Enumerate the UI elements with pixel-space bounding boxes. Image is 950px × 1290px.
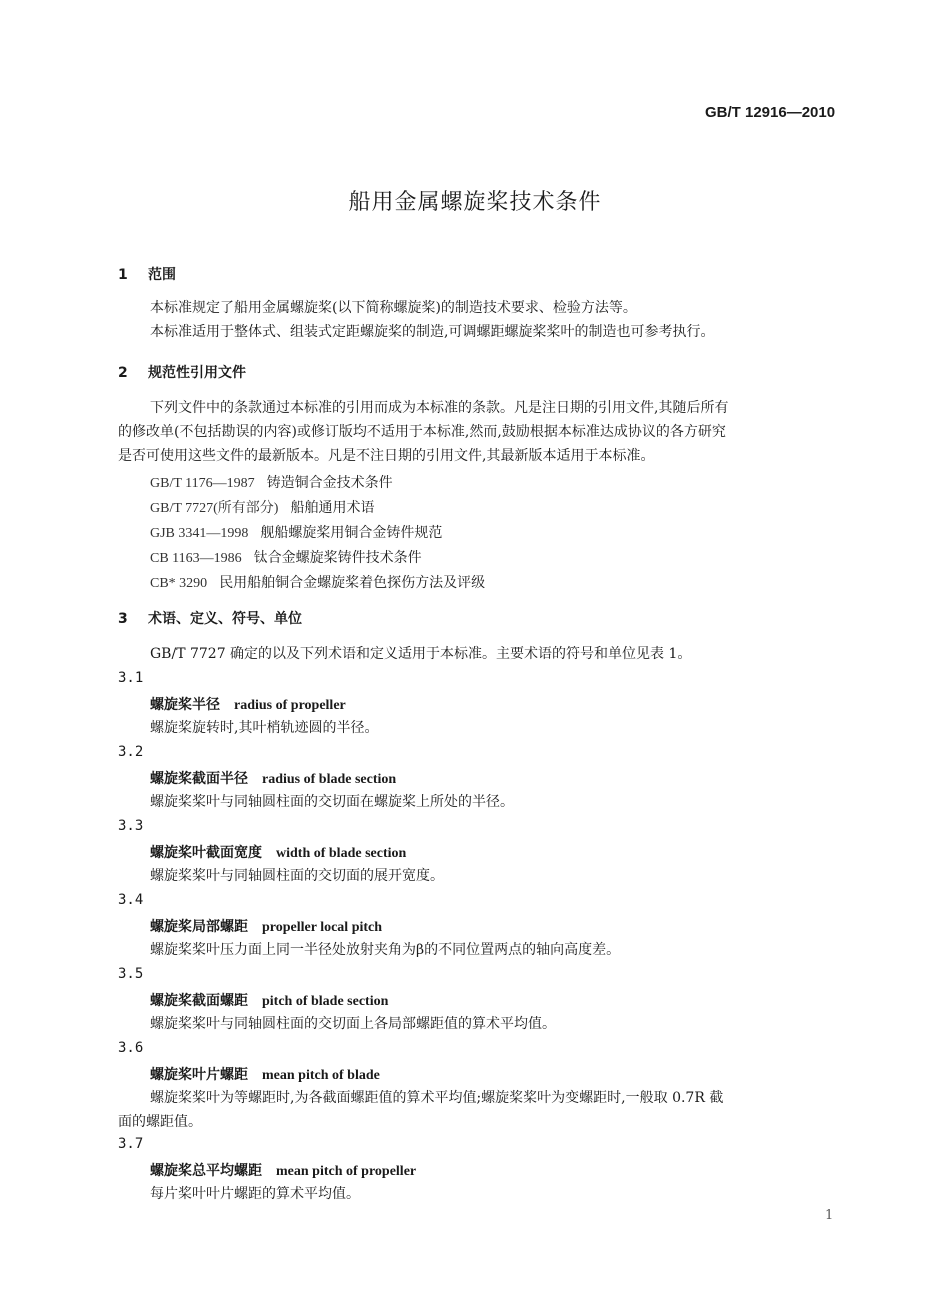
section-1-heading [118,264,176,284]
term-number: 3.2 [118,744,144,760]
reference-item [150,547,422,567]
term-number: 3.7 [118,1136,144,1152]
paragraph: 本标准规定了船用金属螺旋桨(以下简称螺旋桨)的制造技术要求、检验方法等。 [150,300,637,316]
term-zh: 螺旋桨叶截面宽度 [150,845,262,861]
term-heading [150,842,406,862]
term-definition: 螺旋桨桨叶与同轴圆柱面的交切面上各局部螺距值的算术平均值。 [150,1016,556,1032]
term-en: pitch of blade section [262,994,389,1009]
term-number: 3.5 [118,966,144,982]
term-zh: 螺旋桨叶片螺距 [150,1067,248,1083]
term-en: propeller local pitch [262,920,383,935]
paragraph: GB/T 7727 确定的以及下列术语和定义适用于本标准。主要术语的符号和单位见表 1。 [150,646,692,662]
reference-item [150,472,393,492]
term-zh: 螺旋桨截面螺距 [150,993,248,1009]
term-zh: 螺旋桨总平均螺距 [150,1163,262,1179]
term-zh: 螺旋桨截面半径 [150,771,248,787]
term-number: 3.1 [118,670,144,686]
section-number: 3 [118,611,128,627]
term-en: width of blade section [276,846,407,861]
reference-item [150,572,485,592]
term-definition: 每片桨叶叶片螺距的算术平均值。 [150,1186,360,1202]
paragraph-line: 的修改单(不包括勘误的内容)或修订版均不适用于本标准,然而,鼓励根据本标准达成协议的各方研究 [118,424,726,440]
paragraph-line: 是否可使用这些文件的最新版本。凡是不注日期的引用文件,其最新版本适用于本标准。 [118,448,655,464]
reference-code: GJB 3341—1998 [150,526,249,541]
term-en: mean pitch of blade [262,1068,380,1083]
term-heading [150,1160,416,1180]
section-number: 2 [118,365,128,381]
paragraph-line: 下列文件中的条款通过本标准的引用而成为本标准的条款。凡是注日期的引用文件,其随后所有 [150,400,729,416]
page-number: 1 [825,1208,834,1223]
term-en: radius of propeller [234,698,346,713]
term-heading [150,694,346,714]
reference-title: 船舶通用术语 [290,500,375,516]
reference-title: 民用船舶铜合金螺旋桨着色探伤方法及评级 [219,575,486,591]
term-definition: 螺旋桨桨叶与同轴圆柱面的交切面在螺旋桨上所处的半径。 [150,794,514,810]
term-definition: 面的螺距值。 [118,1114,202,1130]
term-heading [150,916,382,936]
reference-title: 铸造铜合金技术条件 [266,475,393,491]
section-title: 术语、定义、符号、单位 [148,611,302,627]
section-title: 规范性引用文件 [148,365,246,381]
document-title: 船用金属螺旋桨技术条件 [348,190,602,215]
reference-title: 舰船螺旋桨用铜合金铸件规范 [260,525,443,541]
term-zh: 螺旋桨局部螺距 [150,919,248,935]
section-2-heading [118,362,246,382]
term-definition: 螺旋桨桨叶压力面上同一半径处放射夹角为β的不同位置两点的轴向高度差。 [150,942,621,958]
term-number: 3.3 [118,818,144,834]
term-heading [150,1064,380,1084]
paragraph: 本标准适用于整体式、组装式定距螺旋桨的制造,可调螺距螺旋桨桨叶的制造也可参考执行。 [150,324,715,340]
term-zh: 螺旋桨半径 [150,697,220,713]
reference-code: GB/T 1176—1987 [150,476,255,491]
term-heading [150,990,388,1010]
term-definition: 螺旋桨桨叶为等螺距时,为各截面螺距值的算术平均值;螺旋桨桨叶为变螺距时,一般取 0.7R 截 [150,1090,724,1106]
section-title: 范围 [148,267,176,283]
section-3-heading [118,608,302,628]
term-en: radius of blade section [262,772,397,787]
term-number: 3.6 [118,1040,144,1056]
reference-code: CB* 3290 [150,576,208,591]
term-en: mean pitch of propeller [276,1164,417,1179]
section-number: 1 [118,267,128,283]
standard-code: GB/T 12916—2010 [705,104,836,121]
term-definition: 螺旋桨桨叶与同轴圆柱面的交切面的展开宽度。 [150,868,444,884]
reference-code: CB 1163—1986 [150,551,242,566]
term-definition: 螺旋桨旋转时,其叶梢轨迹圆的半径。 [150,720,379,736]
term-number: 3.4 [118,892,144,908]
term-heading [150,768,396,788]
reference-code: GB/T 7727(所有部分) [150,501,279,516]
reference-title: 钛合金螺旋桨铸件技术条件 [253,550,422,566]
reference-item [150,522,442,542]
reference-item [150,497,374,517]
